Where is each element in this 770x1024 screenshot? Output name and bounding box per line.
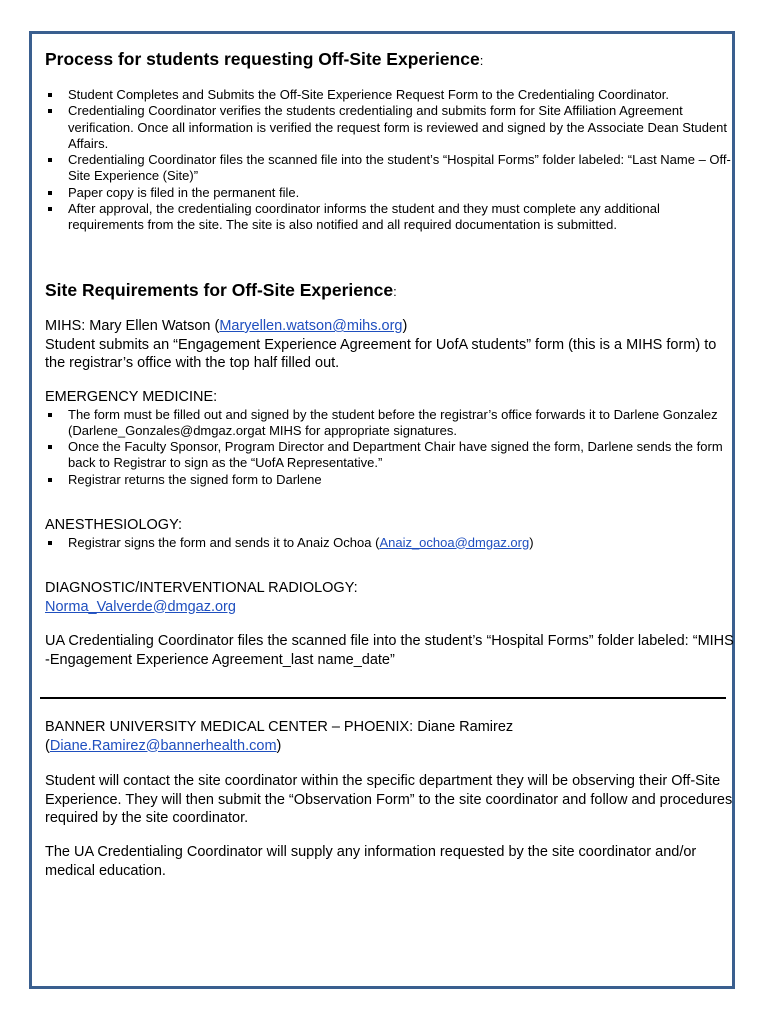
list-item: Credentialing Coordinator verifies the students credentialing and submits form for Site Affiliation Agreement verification. Once all information is verified the request form is reviewed and signed by the Associate Dean Student Affairs. [45,103,735,152]
radiology-heading: DIAGNOSTIC/INTERVENTIONAL RADIOLOGY: [45,580,358,596]
banner-paragraph: The UA Credentialing Coordinator will supply any information requested by the site coordinator and/or medical education. [45,844,697,879]
mihs-block [45,317,735,373]
list-item: After approval, the credentialing coordinator informs the student and they must complete any additional requirements from the site. The site is also notified and all required documentation is submitted. [45,201,735,234]
emergency-block [45,388,735,488]
banner-para1-block [45,772,735,828]
mihs-contact: MIHS: Mary Ellen Watson (Maryellen.watson@mihs.org) [45,318,408,334]
list-item: Paper copy is filed in the permanent file. [45,185,735,201]
list-item: The form must be filled out and signed by the student before the registrar’s office forwards it to Darlene Gonzalez (Darlene_Gonzales@dmgaz.orgat MIHS for appropriate signatures. [45,407,735,440]
anesthesiology-block [45,516,735,551]
list-item: Registrar returns the signed form to Darlene [45,472,735,488]
anesthesiology-heading: ANESTHESIOLOGY: [45,517,182,533]
process-list [45,87,735,234]
ua-note-block [45,632,735,669]
banner-paragraph: Student will contact the site coordinator within the specific department they will be observing their Off-Site Experience. They will then submit the “Observation Form” to the site coordinator and follow and procedures required by the site coordinator. [45,773,733,826]
emergency-list [45,407,735,488]
banner-block: BANNER UNIVERSITY MEDICAL CENTER – PHOENIX: Diane Ramirez (Diane.Ramirez@bannerhealth.com) [45,718,735,755]
process-heading: Process for students requesting Off-Site Experience: [45,49,484,69]
list-item: Student Completes and Submits the Off-Site Experience Request Form to the Credentialing Coordinator. [45,87,735,103]
list-item: Credentialing Coordinator files the scanned file into the student’s “Hospital Forms” folder labeled: “Last Name – Off-Site Experience (Site)” [45,152,735,185]
section-divider [40,697,726,699]
radiology-email-link[interactable]: Norma_Valverde@dmgaz.org [45,598,236,615]
banner-contact: BANNER UNIVERSITY MEDICAL CENTER – PHOENIX: Diane Ramirez [45,719,514,735]
anesthesiology-list [45,535,735,551]
requirements-section [45,279,735,303]
process-section [45,48,735,234]
banner-para2-block [45,843,735,880]
requirements-heading: Site Requirements for Off-Site Experience: [45,280,397,300]
radiology-block [45,579,735,616]
ua-note: UA Credentialing Coordinator files the scanned file into the student’s “Hospital Forms” folder labeled: “MIHS -Engagement Experience Agreement_last name_date” [45,633,734,668]
list-item: Once the Faculty Sponsor, Program Director and Department Chair have signed the form, Darlene sends the form back to Registrar to sign as the “UofA Representative.” [45,439,735,472]
anesthesiology-email-link[interactable]: Anaiz_ochoa@dmgaz.org [379,534,530,550]
emergency-heading: EMERGENCY MEDICINE: [45,389,218,405]
mihs-email-link[interactable]: Maryellen.watson@mihs.org [219,318,403,334]
list-item: Registrar signs the form and sends it to Anaiz Ochoa (Anaiz_ochoa@dmgaz.org) [45,535,735,551]
banner-email-link[interactable]: Diane.Ramirez@bannerhealth.com [49,737,277,754]
mihs-text: Student submits an “Engagement Experience Agreement for UofA students” form (this is a MIHS form) to the registrar’s office with the top half filled out. [45,336,717,371]
